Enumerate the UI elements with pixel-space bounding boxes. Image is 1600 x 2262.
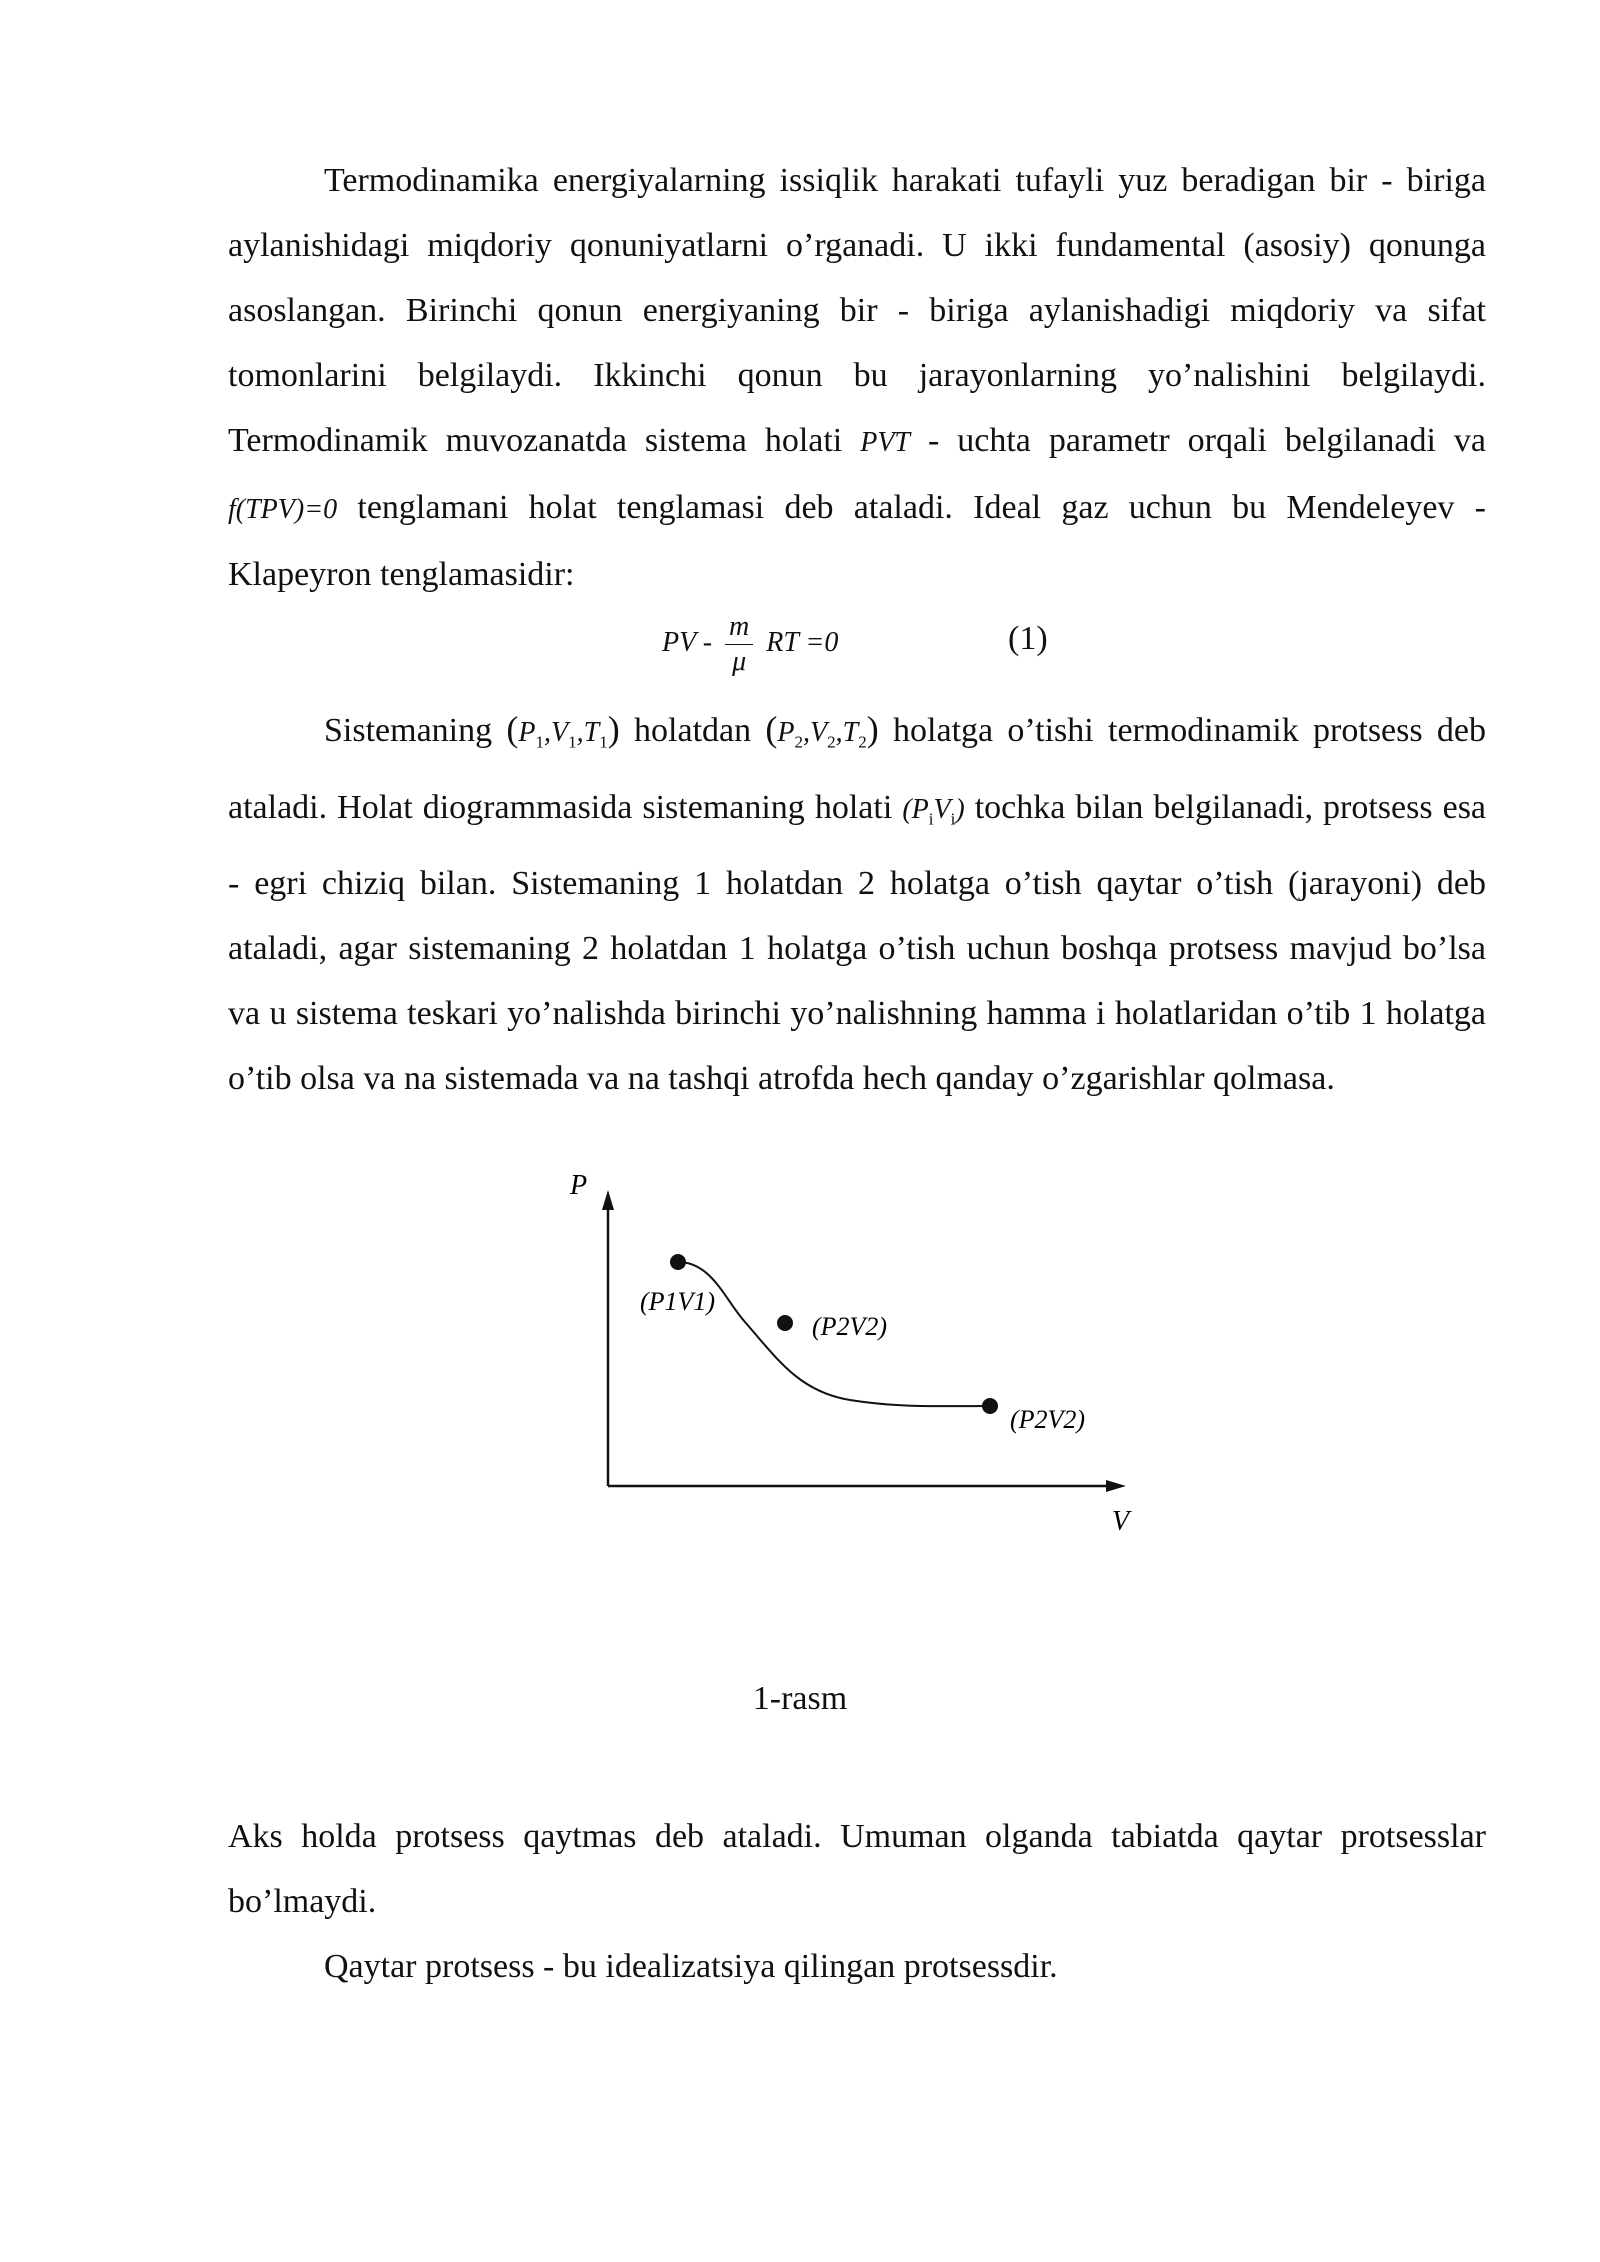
y-axis-arrow: [602, 1190, 614, 1210]
equation-denominator: μ: [732, 646, 747, 677]
x-axis-label: V: [1112, 1506, 1130, 1537]
paragraph-idealization: Qaytar protsess - bu idealizatsiya qilingan protsessdir.: [324, 1948, 1058, 1985]
equation-rhs: RT =0: [766, 626, 839, 658]
figure-caption: 1-rasm: [752, 1680, 848, 1717]
y-axis-label: P: [570, 1170, 588, 1201]
intro-text-a: Termodinamika energiyalarning issiqlik harakati tufayli yuz beradigan bir - biriga aylanishidagi miqdoriy qonuniyatlarni o’rganadi. U ikki fundamental (asosiy) qonunga asoslangan. Birinchi qonun energiyaning bir - biriga aylanishadigi miqdoriy va sifat tomonlarini belgilaydi. Ikkinchi qonun bu jarayonlarning yo’nalishini belgilaydi. Termodinamik muvozanatda sistema holati: [228, 162, 1486, 459]
state-label-3: (P2V2): [1010, 1405, 1086, 1434]
process-text-a: Sistemaning: [324, 712, 493, 749]
state-label-2: (P2V2): [812, 1312, 888, 1341]
intro-text-b: - uchta parametr orqali belgilanadi va: [927, 422, 1487, 459]
equation-number: (1): [1008, 620, 1048, 657]
state-point-1: [670, 1254, 686, 1270]
intro-text-c: tenglamani holat tenglamasi deb ataladi. Ideal gaz uchun bu Mendeleyev - Klapeyron tenglamasidir:: [228, 489, 1487, 593]
process-text-b: holatdan: [634, 712, 752, 749]
equation-numerator: m: [725, 610, 753, 645]
process-text-c: holatga o’tishi termodinamik protsess deb ataladi. Holat diogrammasida sistemaning holati: [228, 712, 1487, 826]
math-pvt: PVT: [860, 427, 910, 458]
paragraph-process: [228, 697, 1486, 1111]
state-point-2: [777, 1315, 793, 1331]
math-state-1: $(P_1,V_1,T_1)$: [506, 709, 620, 752]
equation-lhs: PV -: [662, 626, 713, 658]
math-state-i: $(P_iV_i)$: [902, 793, 965, 829]
state-label-1: (P1V1): [640, 1287, 716, 1316]
math-state-function: f(TPV)=0: [228, 494, 338, 525]
state-point-3: [982, 1398, 998, 1414]
math-state-2: $(P_2,V_2,T_2)$: [765, 709, 879, 752]
x-axis-arrow: [1106, 1480, 1126, 1492]
process-text-d: tochka bilan belgilanadi, protsess esa - egri chiziq bilan. Sistemaning 1 holatdan 2 holatga o’tish qaytar o’tish (jarayoni) deb ataladi, agar sistemaning 2 holatdan 1 holatga o’tish uchun boshqa protsess mavjud bo’lsa va u sistema teskari yo’nalishda birinchi yo’nalishning hamma i holatlaridan o’tib 1 holatga o’tib olsa va na sistemada va na tashqi atrofda hech qanday o’zgarishlar qolmasa.: [228, 788, 1487, 1098]
equation-mendeleyev-klapeyron: [662, 610, 838, 680]
state-diagram: [500, 1160, 1160, 1560]
equation-fraction: [725, 610, 753, 679]
paragraph-irreversible: Aks holda protsess qaytmas deb ataladi. Umuman olganda tabiatda qaytar protsesslar bo’lmaydi.: [228, 1818, 1486, 1920]
paragraph-intro: [228, 148, 1486, 607]
